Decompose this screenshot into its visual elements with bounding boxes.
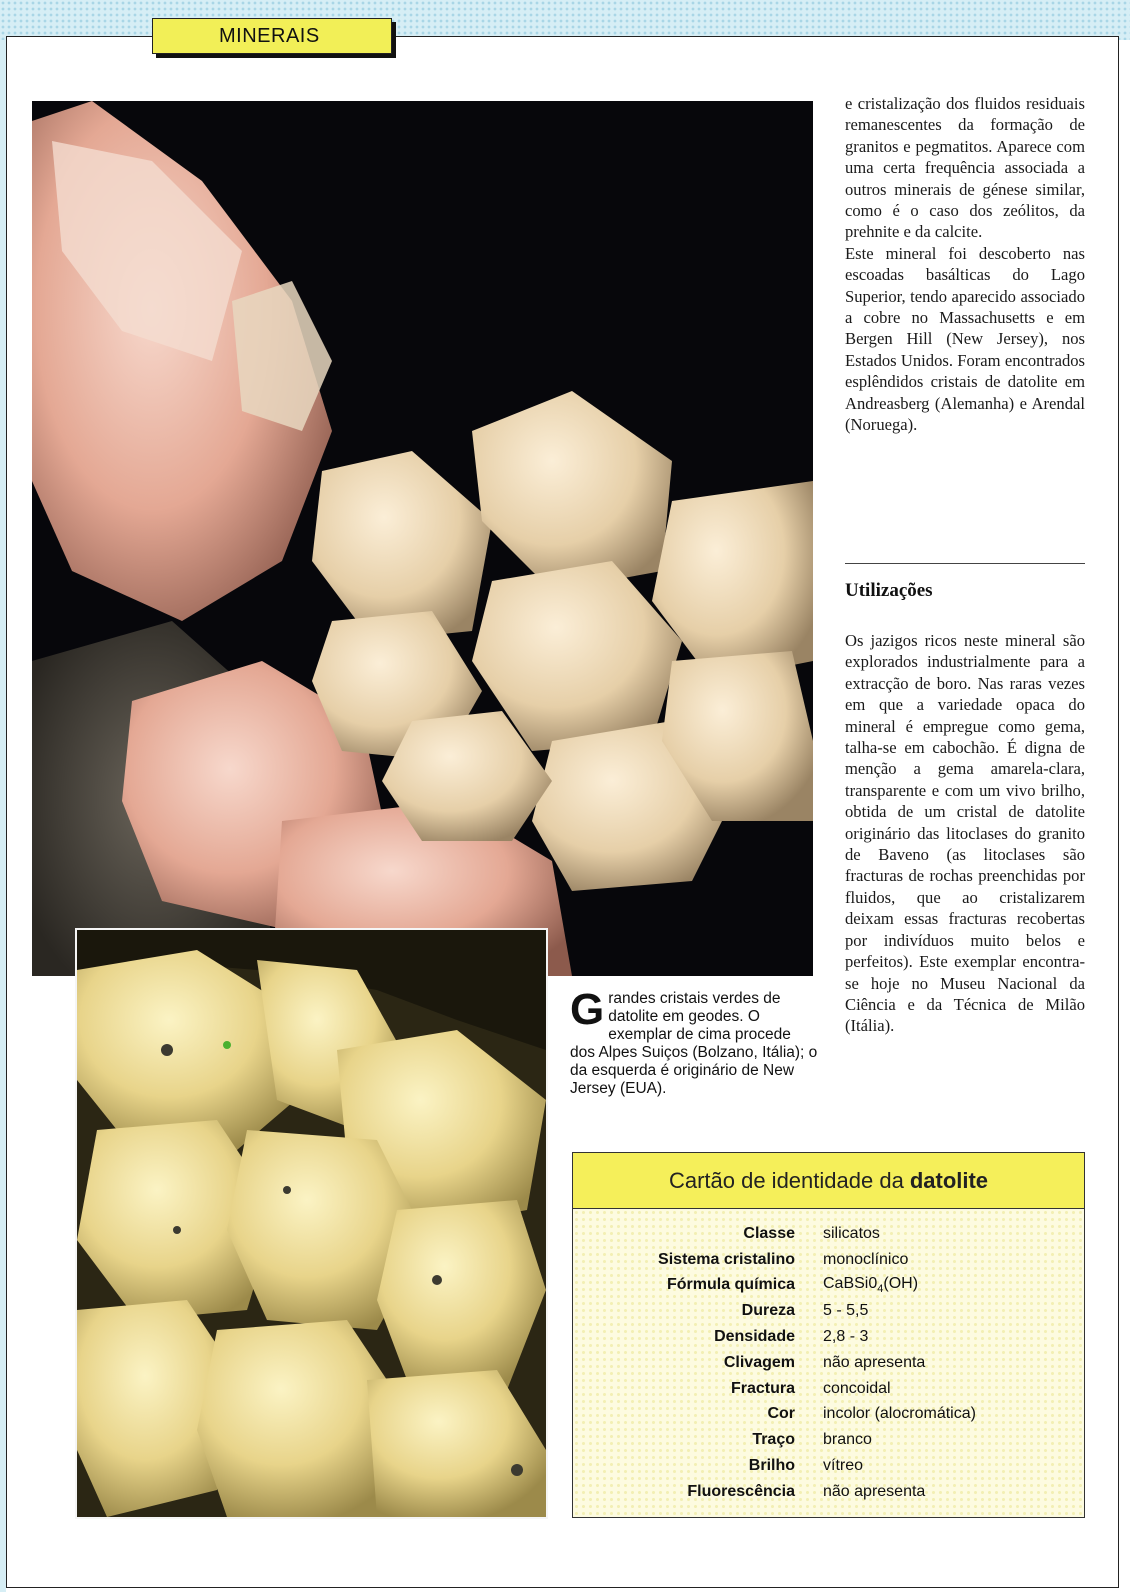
- identity-value: 2,8 - 3: [823, 1328, 869, 1346]
- identity-row: [573, 1298, 1084, 1324]
- identity-card: [572, 1152, 1085, 1518]
- article-paragraph: Os jazigos ricos neste mineral são explorados industrialmente para a extracção de boro. Nas raras vezes em que a variedade opaca do mineral é empregue como gema, talha-se em cabochão. É digna de menção a gema amarela-clara, transparente e com um vivo brilho, obtida de um cristal de datolite originário das litoclases do granito de Baveno (as litoclases são fracturas de rochas preenchidas por fluidos, que ao cristalizarem deixam essas fracturas recobertas por indivíduos muito belos e perfeitos). Este exemplar encontra-se hoje no Museu Nacional da Ciência e da Técnica de Milão (Itália).: [845, 631, 1085, 1036]
- caption-dropcap: G: [570, 985, 605, 1034]
- identity-value: concoidal: [823, 1379, 891, 1397]
- identity-label: Cor: [767, 1405, 795, 1423]
- identity-row: [573, 1376, 1084, 1402]
- identity-row: [573, 1350, 1084, 1376]
- caption-text: randes cristais verdes de datolite em geodes. O exemplar de cima procede dos Alpes Suiços (Bolzano, Itália); o da esquerda é originário de New Jersey (EUA).: [570, 990, 818, 1097]
- mineral-photo-inset: [75, 928, 548, 1519]
- article-paragraph: e cristalização dos fluidos residuais remanescentes da formação de granitos e pegmatitos. Aparece com uma certa frequência associada a outros minerais de génese similar, como é o caso dos zeólitos, da prehnite e da calcite.: [845, 94, 1085, 242]
- identity-card-table: [573, 1221, 1084, 1505]
- identity-value: silicatos: [823, 1224, 880, 1242]
- section-tab: [152, 18, 392, 54]
- identity-value: monoclínico: [823, 1250, 909, 1268]
- identity-label: Traço: [752, 1431, 795, 1449]
- formula-subscript: 4: [877, 1283, 884, 1296]
- identity-value: 5 - 5,5: [823, 1302, 869, 1320]
- identity-card-title-prefix: Cartão de identidade da: [668, 1167, 904, 1193]
- identity-row: [573, 1479, 1084, 1505]
- identity-row: [573, 1247, 1084, 1273]
- identity-row: [573, 1221, 1084, 1247]
- identity-label: Fractura: [730, 1379, 795, 1397]
- identity-label: Dureza: [741, 1302, 795, 1320]
- section-heading-utilizacoes: Utilizações: [845, 580, 933, 601]
- identity-label: Brilho: [748, 1457, 795, 1475]
- identity-label: Classe: [743, 1224, 795, 1242]
- article-column-utilizacoes: [845, 630, 1085, 1037]
- mineral-photo-main-illustration: [32, 101, 813, 976]
- identity-value-formula: [823, 1273, 1084, 1299]
- identity-label: Sistema cristalino: [658, 1250, 795, 1268]
- identity-card-title: [573, 1153, 1084, 1209]
- identity-row: [573, 1427, 1084, 1453]
- mineral-photo-inset-illustration: [77, 930, 546, 1517]
- article-paragraph: Este mineral foi descoberto nas escoadas basálticas do Lago Superior, tendo aparecido associado a cobre no Massachusetts e em Bergen Hill (New Jersey), nos Estados Unidos. Foram encontrados esplêndidos cristais de datolite em Andreasberg (Alemanha) e Arendal (Noruega).: [845, 243, 1085, 435]
- identity-value: não apresenta: [823, 1482, 926, 1500]
- article-column-top: [845, 93, 1085, 436]
- identity-value: incolor (alocromática): [823, 1405, 976, 1423]
- mineral-photo-main: [32, 101, 813, 976]
- formula-base: CaBSi0: [823, 1275, 878, 1293]
- identity-label: Fluorescência: [687, 1482, 795, 1500]
- section-tab-label: MINERAIS: [219, 24, 320, 47]
- identity-row: [573, 1324, 1084, 1350]
- identity-value: branco: [823, 1431, 872, 1449]
- identity-label: Densidade: [714, 1328, 795, 1346]
- photo-caption: [570, 985, 820, 1098]
- formula-suffix: (OH): [883, 1275, 919, 1293]
- identity-row: [573, 1402, 1084, 1428]
- identity-value: não apresenta: [823, 1353, 926, 1371]
- identity-label: Clivagem: [723, 1353, 795, 1371]
- identity-value: vítreo: [823, 1457, 864, 1475]
- identity-row: [573, 1273, 1084, 1299]
- identity-row: [573, 1453, 1084, 1479]
- identity-label: Fórmula química: [666, 1276, 795, 1294]
- identity-card-title-mineral: datolite: [909, 1167, 989, 1193]
- section-divider: [845, 563, 1085, 564]
